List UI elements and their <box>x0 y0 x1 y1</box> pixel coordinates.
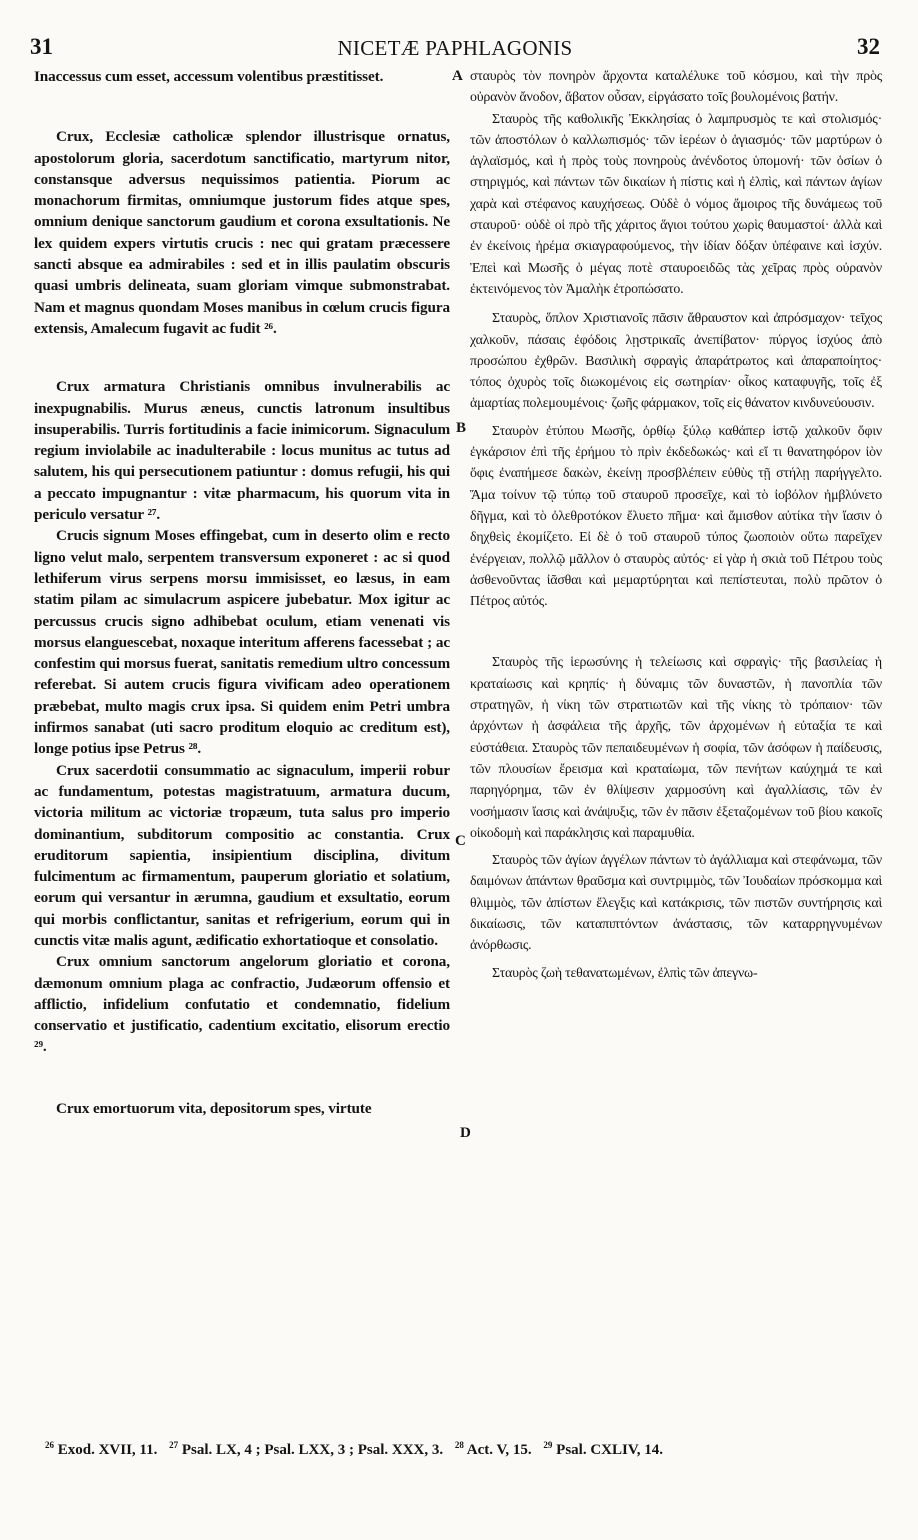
latin-column <box>34 66 450 1119</box>
running-title: NICETÆ PAPHLAGONIS <box>337 36 573 60</box>
latin-paragraph: Crux, Ecclesiæ catholicæ splendor illustrisque ornatus, apostolorum gloria, sacerdotum sanctificatio, martyrum nitor, constansque adversus nequissimos patientia. Piorum ac monachorum firmitas, omniumque justorum fides atque spes, omnium denique sanctorum gaudium et corona exsultationis. Ne lex quidem expers virtutis crucis : nec qui gratam præcessere sancti absque ea admirabiles : sed et in illis paulatim obscuris quasi umbris delineata, suam gloriam vimque submonstrabat. Nam et magnus quondam Moses manibus in cœlum crucis figura extensis, Amalecum fugavit ac fudit ²⁶. <box>34 128 450 337</box>
greek-paragraph: Σταυρὸς τῆς ἱερωσύνης ἡ τελείωσις καὶ σφραγὶς· τῆς βασιλείας ἡ κραταίωσις καὶ κρηπίς· ἡ δύναμις τῶν δυναστῶν, ἡ πανοπλία τῶν στρατηγῶν, ἡ νίκη τῶν στρατιωτῶν καὶ τῆς νίκης τὸ τρόπαιον· τῶν ἀρχόντων ἡ ἀσφάλεια τῆς ἀρχῆς, τῶν ἀρχομένων ἡ εὐταξία τε καὶ εὐστάθεια. Σταυρὸς τῶν πεπαιδευμένων ἡ σοφία, τῶν ἀσόφων ἡ παίδευσις, τῶν πλουσίων ἔρεισμα καὶ κραταίωμα, τῶν πενήτων καύχημά τε καὶ παρηγόρημα, τῶν ἐν θλίψεσιν χαρμοσύνη καὶ ἀγαλλίασις, τῶν ἐν νοσήμασιν ἴασις καὶ ἀνάψυξις, τῶν ἐν πᾶσιν ἐξεταζομένων τοῦ βίου κακοῖς οἰκοδομὴ καὶ παράκλησις καὶ παραμυθία. <box>470 655 882 841</box>
latin-paragraph: Crux emortuorum vita, depositorum spes, virtute <box>56 1099 372 1117</box>
footnote: $^{26}$ Exod. XVII, 11. <box>45 1440 158 1458</box>
footnotes <box>45 1440 885 1459</box>
greek-paragraph: Σταυρὸν ἐτύπου Μωσῆς, ὀρθίῳ ξύλῳ καθάπερ ἱστῷ χαλκοῦν ὄφιν ἐγκάρσιον ἐπὶ τῆς ἐρήμου τὸ πρὶν ἐκδεδωκώς· καὶ εἴ τι θανατηφόρον ἰὸν ὄφις ἐναπήμεσε δακὼν, ἐκείνῃ προσβλέπειν εὐθὺς τῇ στήλῃ παρήγγελτο. Ἅμα τοίνυν τῷ τύπῳ τοῦ σταυροῦ προσεῖχε, καὶ τὸ ἰοβόλον ἠμβλύνετο δῆγμα, καὶ τὸ ὀλεθροτόκον ἔλυετο πῆμα· καὶ ἄμισθον αὐτίκα τὴν ἴασιν ὁ δηχθεὶς ἐκομίζετο. Εἰ δὲ ὁ τοῦ σταυροῦ τύπος ζωοποιὸν οὕτω παρεῖχεν ἐνέργειαν, πολλῷ μᾶλλον ὁ σταυρὸς αὐτός· εἰ γὰρ ἡ σκιὰ τοῦ Πέτρου τοὺς ἀσθενοῦντας ἰᾶσθαι καὶ μεμαρτύρηται καὶ πεπίστευται, πολὺ πρῶτον ὁ Πέτρος αὐτός. <box>470 423 882 610</box>
greek-column <box>470 66 882 984</box>
latin-paragraph: Crux omnium sanctorum angelorum gloriatio et corona, dæmonum omnium plaga ac confractio, Judæorum offensio et afflictio, infidelium confutatio et condemnatio, fidelium conservatio et justificatio, cadentium excitatio, elisorum erectio ²⁹. <box>34 953 450 1056</box>
greek-paragraph: Σταυρὸς ζωὴ τεθανατωμένων, ἐλπὶς τῶν ἀπεγνω- <box>492 965 758 981</box>
page-number-right: 32 <box>857 34 880 59</box>
page-number-left: 31 <box>30 34 53 59</box>
latin-paragraph: Crucis signum Moses effingebat, cum in deserto olim e recto ligno velut malo, serpentem transversum exponeret : ac si quod lethiferum virus serpens morsu immisisset, eo læsus, in eam statim pilam ac simulacrum aspicere jubebatur. Mox igitur ac percussus crucis signo adhibebat oculum, etiam venenati vis morsus elanguescebat, noxaque interitum afferens facessebat ; ac confestim qui morsus fuerat, sanitatis remedium ultro concessum referebat. Si autem crucis figura vivificam adeo operationem præbebat, multo magis crux ipsa. Si quidem enim Petri umbra infirmos sanabat (uti sacro proditum eloquio ac creditum est), longe potius ipse Petrus ²⁸. <box>34 527 450 758</box>
greek-paragraph: Σταυρὸς τῶν ἁγίων ἀγγέλων πάντων τὸ ἀγάλλιαμα καὶ στεφάνωμα, τῶν δαιμόνων ἁπάντων θραῦσμα καὶ συντριμμὸς, τῶν Ἰουδαίων πρόσκομμα καὶ θλιμμὸς, τῶν ἀπίστων ἔλεγξις καὶ κατάκρισις, τῶν πιστῶν συντήρησις καὶ δικαίωσις, τῶν καταπιπτόντων ἀνάστασις, τῶν καταρρηγνυμένων ἀνόρθωσις. <box>470 853 882 954</box>
greek-paragraph: Σταυρὸς τῆς καθολικῆς Ἐκκλησίας ὁ λαμπρυσμὸς τε καὶ στολισμός· τῶν ἀποστόλων ὁ καλλωπισμός· τῶν ἱερέων ὁ ἁγιασμός· τῶν μαρτύρων ὁ ἀγλαϊσμός, καὶ ἡ πρὸς τοὺς πονηροὺς ἀνένδοτος ὑπομονή· τῶν ὁσίων ὁ στηριγμός, καὶ πάντων τῶν δικαίων ἡ πίστις καὶ ἡ ἐλπὶς, καὶ πάντων ἁγίων χαρὰ καὶ στέφανος καυχήσεως. Οὐδὲ ὁ νόμος ἄμοιρος τῆς δυνάμεως τοῦ σταυροῦ· οὐδὲ οἱ πρὸ τῆς χάριτος ἅγιοι τούτου χωρὶς θαυμαστοί· ἀλλὰ καὶ ἐν ἐκείνοις ἠρέμα σκιαγραφούμενος, τὴν ἰδίαν δόξαν ὑπέφαινε καὶ ἰσχύν. Ἐπεὶ καὶ Μωσῆς ὁ μέγας ποτὲ σταυροειδῶς τὰς χεῖρας πρὸς οὐρανὸν ἐκτεινόμενος τὸν Ἀμαλὴκ ἐτροπώσατο. <box>470 111 882 297</box>
greek-paragraph: Σταυρὸς, ὅπλον Χριστιανοῖς πᾶσιν ἄθραυστον καὶ ἀπρόσμαχον· τεῖχος χαλκοῦν, πάσαις ἐφόδοις λῃστρικαῖς ἀνεπίβατον· πύργος ἰσχύος ἀπὸ προσώπου ἐχθρῶν. Βασιλικὴ σφραγὶς ἀπαράτρωτος καὶ ἀπαραποίητος· τόπος ὀχυρὸς τοῖς διωκομένοις εἰς σωτηρίαν· οἶκος καταφυγῆς, τοῖς ἐξ ἁμαρτίας πολεμουμένοις· ζωῆς φάρμακον, τοῖς εἰς θάνατον κινδυνεύουσιν. <box>470 311 882 412</box>
footnote: $^{27}$ Psal. LX, 4 ; Psal. LXX, 3 ; Psal. XXX, 3. <box>169 1440 444 1458</box>
margin-marker-a: A <box>452 68 463 84</box>
footnote: $^{29}$ Psal. CXLIV, 14. <box>543 1440 663 1458</box>
margin-marker-b: B <box>456 420 467 436</box>
margin-marker-c: C <box>455 833 466 849</box>
footnote: $^{28}$ Act. V, 15. <box>454 1440 532 1458</box>
margin-marker-d: D <box>460 1125 471 1141</box>
latin-paragraph: Crux armatura Christianis omnibus invulnerabilis ac inexpugnabilis. Murus æneus, cunctis latronum insultibus insuperabilis. Turris fortitudinis a facie inimicorum. Signaculum regium inviolabile ac inadulterabile : locus munitus ac tutus ad salutem, his qui persecutionem patiuntur : domus refugii, his qui a peccato impugnantur : vitæ pharmacum, his quorum vita in periculo versatur ²⁷. <box>34 378 450 524</box>
greek-paragraph: σταυρὸς τὸν πονηρὸν ἄρχοντα καταλέλυκε τοῦ κόσμου, καὶ τὴν πρὸς οὐρανὸν ἄνοδον, ἄβατον οὖσαν, εἰργάσατο τοῖς βουλομένοις βατήν. <box>470 69 882 106</box>
latin-paragraph: Inaccessus cum esset, accessum volentibus præstitisset. <box>34 68 384 85</box>
page-header <box>30 34 880 66</box>
latin-paragraph: Crux sacerdotii consummatio ac signaculum, imperii robur ac fundamentum, potestas magistratuum, armatura ducum, victoria militum ac victoriæ tropæum, tuta salus pro imperio dominantium, subditorum compositio ac constantia. Crux eruditorum sapientia, insipientium disciplina, divitum fulcimentum ac firmamentum, pauperum gloriatio et solatium, eorum qui versantur in ærumna, gaudium et exsultatio, eorum qui morbis conflictantur, sanitas et refrigerium, eorum qui in cunctis vitæ malis agunt, ædificatio exhortatioque et consolatio. <box>34 761 450 949</box>
